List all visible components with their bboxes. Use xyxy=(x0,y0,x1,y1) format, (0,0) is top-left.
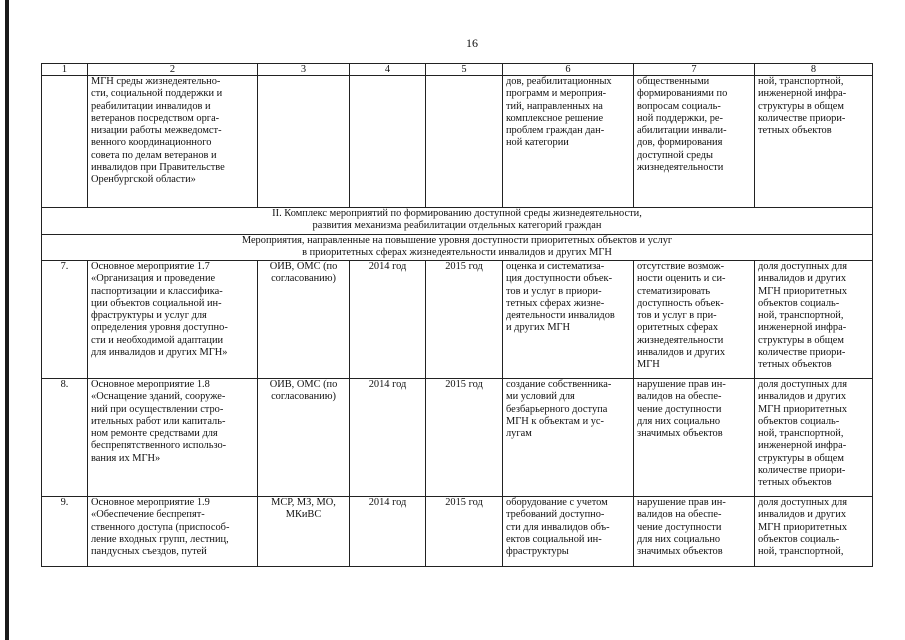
text-line: доля доступных для xyxy=(758,261,848,272)
text-line: вания их МГН» xyxy=(91,452,161,464)
text-line: для инвалидов и других МГН» xyxy=(91,347,228,359)
risk-cell xyxy=(634,76,755,208)
text-line: ной категории xyxy=(506,137,569,149)
text-line: тетных сферах жизне- xyxy=(506,297,605,309)
text-line: ектов социальной ин- xyxy=(506,533,602,545)
column-header: 1 xyxy=(42,64,88,76)
text-line: ний при осуществлении стро- xyxy=(91,403,224,415)
text-line: жизнедеятельности xyxy=(637,162,724,174)
text-line: инвалидов при Правительстве xyxy=(91,162,225,174)
text-line: доля доступных для xyxy=(758,497,848,508)
text-line: программ и мероприя- xyxy=(506,88,607,100)
text-line: сти для инвалидов объ- xyxy=(506,521,610,533)
text-line: вопросам социаль- xyxy=(637,100,721,112)
text-line: деятельности инвалидов xyxy=(506,310,615,322)
text-line: отсутствие возмож- xyxy=(637,261,725,272)
text-line: тов и услуг в приори- xyxy=(506,285,602,297)
end-year-cell: 2015 год xyxy=(426,497,503,567)
text-line: инженерной инфра- xyxy=(758,440,847,452)
measure-title-cell xyxy=(88,497,258,567)
text-line: инженерной инфра- xyxy=(758,88,847,100)
section-heading xyxy=(42,208,873,235)
executor-cell xyxy=(258,261,350,379)
indicator-cell xyxy=(755,379,873,497)
text-line: МГН приоритетных xyxy=(758,521,848,533)
row-number: 7. xyxy=(42,261,88,379)
text-line: Основное мероприятие 1.8 xyxy=(91,379,210,390)
text-line: объектов социаль- xyxy=(758,415,840,427)
column-header: 5 xyxy=(426,64,503,76)
text-line: значимых объектов xyxy=(637,546,723,558)
text-line: нарушение прав ин- xyxy=(637,379,726,390)
text-line: ной, транспортной, xyxy=(758,76,844,87)
text-line: безбарьерного доступа xyxy=(506,403,608,415)
text-line: сти и необходимой адаптации xyxy=(91,334,224,346)
text-line: оборудование с учетом xyxy=(506,497,608,508)
indicator-cell xyxy=(755,76,873,208)
row-number-cell xyxy=(42,76,88,208)
text-line: ительных работ или капиталь- xyxy=(91,415,226,427)
text-line: согласованию) xyxy=(271,391,336,403)
text-line: развития механизма реабилитации отдельных категорий граждан xyxy=(312,220,602,231)
measure-title-cell xyxy=(88,379,258,497)
row-number: 9. xyxy=(42,497,88,567)
column-header: 2 xyxy=(88,64,258,76)
column-header-row xyxy=(42,64,873,76)
indicator-cell xyxy=(755,261,873,379)
text-line: ной поддержки, ре- xyxy=(637,112,724,124)
text-line: проблем граждан дан- xyxy=(506,125,605,137)
expected-result-cell xyxy=(503,261,634,379)
text-line: определения уровня доступно- xyxy=(91,322,228,334)
text-line: лугам xyxy=(506,428,532,440)
text-line: МКиВС xyxy=(285,509,322,521)
continuation-row xyxy=(42,76,873,208)
text-line: в приоритетных сферах жизнедеятельности инвалидов и других МГН xyxy=(302,247,612,258)
page-number: 16 xyxy=(466,36,478,50)
text-line: валидов на обеспе- xyxy=(637,509,722,521)
text-line: II. Комплекс мероприятий по формированию доступной среды жизнедеятельности, xyxy=(272,208,642,219)
text-line: МГН среды жизнедеятельно- xyxy=(91,76,221,87)
text-line: доступной среды xyxy=(637,149,713,161)
text-line: паспортизации и классифика- xyxy=(91,285,223,297)
expected-result-cell xyxy=(503,497,634,567)
text-line: общественными xyxy=(637,76,710,87)
expected-result-cell xyxy=(503,379,634,497)
text-line: пандусных съездов, путей xyxy=(91,546,207,558)
indicator-cell xyxy=(755,497,873,567)
text-line: беспрепятственного использо- xyxy=(91,440,227,452)
text-line: Мероприятия, направленные на повышение уровня доступности приоритетных объектов и услуг xyxy=(241,235,673,246)
text-line: для них социально xyxy=(637,533,721,545)
text-line: согласованию) xyxy=(271,273,336,285)
text-line: «Обеспечение беспрепят- xyxy=(91,509,205,521)
end-year-cell xyxy=(426,76,503,208)
text-line: оритетных сферах xyxy=(637,322,719,334)
text-line: количестве приори- xyxy=(758,112,846,124)
start-year-cell xyxy=(350,76,426,208)
text-line: совета по делам ветеранов и xyxy=(91,149,217,161)
text-line: ной, транспортной, xyxy=(758,428,844,440)
text-line: инженерной инфра- xyxy=(758,322,847,334)
text-line: МГН к объектам и ус- xyxy=(506,415,604,427)
end-year-cell: 2015 год xyxy=(426,379,503,497)
text-line: Оренбургской области» xyxy=(91,174,196,186)
text-line: низации работы межведомст- xyxy=(91,125,222,137)
subsection-heading xyxy=(42,235,873,261)
text-line: инвалидов и других xyxy=(758,509,847,521)
text-line: ственного доступа (приспособ- xyxy=(91,521,230,533)
text-line: инвалидов и других xyxy=(758,273,847,285)
column-header: 6 xyxy=(503,64,634,76)
text-line: формированиями по xyxy=(637,88,728,100)
text-line: фраструктуры и услуг для xyxy=(91,310,207,322)
text-line: венного координационного xyxy=(91,137,212,149)
text-line: ОИВ, ОМС (по xyxy=(269,261,338,272)
text-line: дов, реабилитационных xyxy=(506,76,612,87)
start-year-cell: 2014 год xyxy=(350,379,426,497)
text-line: фраструктуры xyxy=(506,546,569,558)
text-line: комплексное решение xyxy=(506,112,604,124)
table-row xyxy=(42,497,873,567)
risk-cell xyxy=(634,261,755,379)
expected-result-cell xyxy=(503,76,634,208)
text-line: Основное мероприятие 1.9 xyxy=(91,497,210,508)
text-line: объектов социаль- xyxy=(758,297,840,309)
risk-cell xyxy=(634,379,755,497)
text-line: «Организация и проведение xyxy=(91,273,216,285)
text-line: структуры в общем xyxy=(758,100,844,112)
text-line: МГН xyxy=(637,359,660,371)
text-line: сти, социальной поддержки и xyxy=(91,88,223,100)
start-year-cell: 2014 год xyxy=(350,497,426,567)
measure-title-cell xyxy=(88,261,258,379)
text-line: ление входных групп, лестниц, xyxy=(91,533,229,545)
text-line: абилитации инвали- xyxy=(637,125,727,137)
text-line: МСР, МЗ, МО, xyxy=(271,497,336,508)
text-line: тетных объектов xyxy=(758,477,832,489)
section-heading-row xyxy=(42,208,873,235)
subsection-heading-row xyxy=(42,235,873,261)
executor-cell xyxy=(258,76,350,208)
text-line: ветеранов посредством орга- xyxy=(91,112,220,124)
column-header: 3 xyxy=(258,64,350,76)
text-line: ной, транспортной, xyxy=(758,546,844,558)
text-line: и других МГН xyxy=(506,322,571,334)
row-number: 8. xyxy=(42,379,88,497)
text-line: тов и услуг в при- xyxy=(637,310,717,322)
text-line: ОИВ, ОМС (по xyxy=(269,379,338,390)
text-line: создание собственника- xyxy=(506,379,612,390)
text-line: количестве приори- xyxy=(758,347,846,359)
text-line: «Оснащение зданий, сооруже- xyxy=(91,391,226,403)
text-line: дов, формирования xyxy=(637,137,723,149)
risk-cell xyxy=(634,497,755,567)
text-line: чение доступности xyxy=(637,403,722,415)
text-line: реабилитации инвалидов и xyxy=(91,100,211,112)
text-line: валидов на обеспе- xyxy=(637,391,722,403)
table-row xyxy=(42,379,873,497)
text-line: инвалидов и других xyxy=(758,391,847,403)
text-line: доля доступных для xyxy=(758,379,848,390)
text-line: жизнедеятельности xyxy=(637,334,724,346)
start-year-cell: 2014 год xyxy=(350,261,426,379)
text-line: ции объектов социальной ин- xyxy=(91,297,222,309)
end-year-cell: 2015 год xyxy=(426,261,503,379)
column-header: 4 xyxy=(350,64,426,76)
text-line: доступность объек- xyxy=(637,297,724,309)
executor-cell xyxy=(258,497,350,567)
text-line: МГН приоритетных xyxy=(758,285,848,297)
text-line: ция доступности объек- xyxy=(506,273,613,285)
text-line: инвалидов и других xyxy=(637,347,726,359)
page-edge-bar xyxy=(5,0,9,640)
text-line: ной, транспортной, xyxy=(758,310,844,322)
text-line: оценка и систематиза- xyxy=(506,261,605,272)
text-line: МГН приоритетных xyxy=(758,403,848,415)
text-line: структуры в общем xyxy=(758,452,844,464)
text-line: стематизировать xyxy=(637,285,711,297)
text-line: структуры в общем xyxy=(758,334,844,346)
text-line: объектов социаль- xyxy=(758,533,840,545)
text-line: Основное мероприятие 1.7 xyxy=(91,261,210,272)
column-header: 7 xyxy=(634,64,755,76)
text-line: чение доступности xyxy=(637,521,722,533)
text-line: ми условий для xyxy=(506,391,575,403)
text-line: ности оценить и си- xyxy=(637,273,726,285)
measure-title-cell xyxy=(88,76,258,208)
text-line: ном ремонте средствами для xyxy=(91,428,218,440)
text-line: тетных объектов xyxy=(758,359,832,371)
text-line: для них социально xyxy=(637,415,721,427)
table-row xyxy=(42,261,873,379)
text-line: значимых объектов xyxy=(637,428,723,440)
text-line: количестве приори- xyxy=(758,465,846,477)
executor-cell xyxy=(258,379,350,497)
text-line: тетных объектов xyxy=(758,125,832,137)
column-header: 8 xyxy=(755,64,873,76)
text-line: тий, направленных на xyxy=(506,100,603,112)
text-line: требований доступно- xyxy=(506,509,605,521)
measures-table xyxy=(41,63,873,567)
text-line: нарушение прав ин- xyxy=(637,497,726,508)
